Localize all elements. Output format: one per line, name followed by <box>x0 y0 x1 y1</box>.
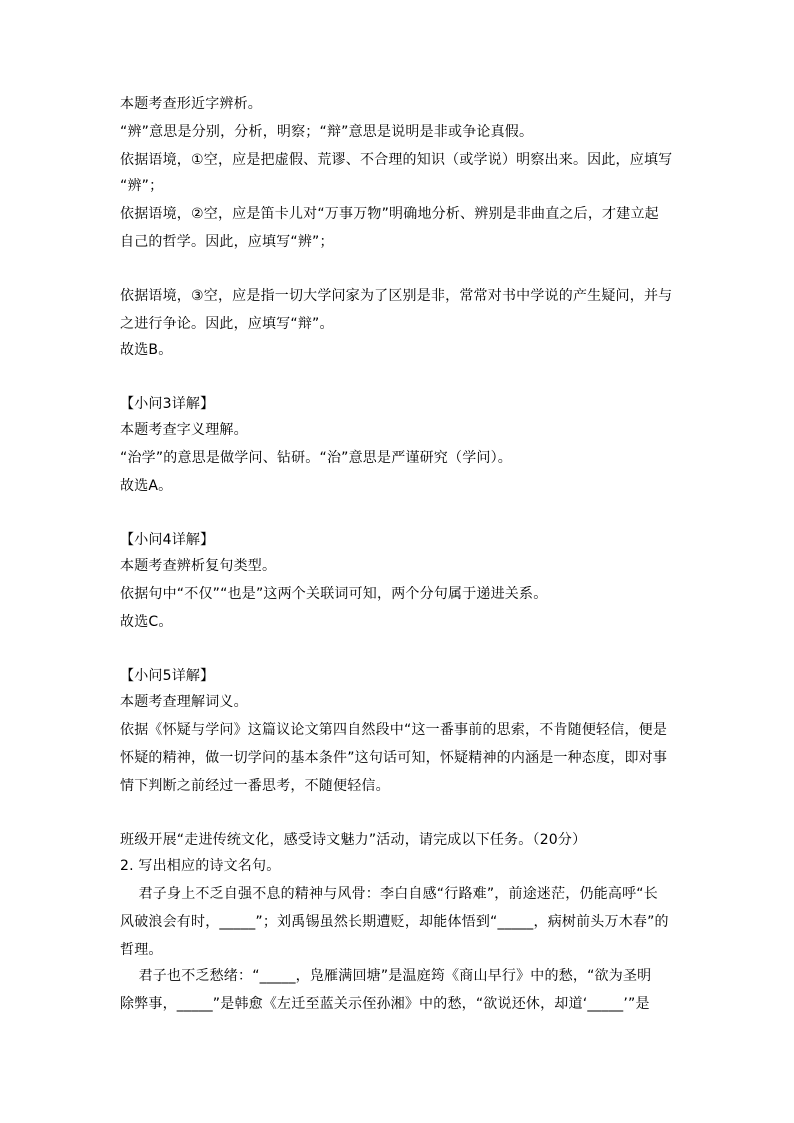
text-line: 风破浪会有时，_____”；刘禹锡虽然长期遭贬，却能体悟到“_____，病树前头万木春”的 <box>120 914 669 930</box>
section-heading: 【小问3详解】 <box>120 396 215 412</box>
text-line: 情下判断之前经过一番思考，不随便轻信。 <box>120 778 390 794</box>
text-line: 君子身上不乏自强不息的精神与风骨：李白自感“行路难”，前途迷茫，仍能高呼“长 <box>120 886 658 902</box>
text-line: 自己的哲学。因此，应填写“辨”； <box>120 234 334 250</box>
text-line: 君子也不乏愁绪：“_____，凫雁满回塘”是温庭筠《商山早行》中的愁，“欲为圣明 <box>120 968 652 984</box>
text-line: 依据句中“不仅”“也是”这两个关联词可知，两个分句属于递进关系。 <box>120 586 548 602</box>
text-line: 故选A。 <box>120 478 173 494</box>
section-heading: 【小问5详解】 <box>120 668 215 684</box>
text-line: 本题考查辨析复句类型。 <box>120 558 277 574</box>
text-line: 依据语境，①空，应是把虚假、荒谬、不合理的知识（或学说）明察出来。因此，应填写 <box>120 152 673 168</box>
text-line: 依据《怀疑与学问》这篇议论文第四自然段中“这一番事前的思索，不肯随便轻信，便是 <box>120 722 668 738</box>
text-line: 故选B。 <box>120 342 173 358</box>
text-line: 本题考查形近字辨析。 <box>120 96 262 112</box>
text-line: 本题考查理解词义。 <box>120 694 248 710</box>
text-line: 本题考查字义理解。 <box>120 422 248 438</box>
text-line: “治学”的意思是做学问、钻研。“治”意思是严谨研究（学问）。 <box>120 450 513 466</box>
text-line: “辨”意思是分别，分析，明察；“辩”意思是说明是非或争论真假。 <box>120 124 534 140</box>
text-line: 依据语境，③空，应是指一切大学问家为了区别是非，常常对书中学说的产生疑问，并与 <box>120 288 673 304</box>
section-heading: 【小问4详解】 <box>120 532 215 548</box>
text-line: “辨”； <box>120 178 164 194</box>
text-line: 哲理。 <box>120 942 163 958</box>
text-line: 依据语境，②空，应是笛卡儿对“万事万物”明确地分析、辨别是非曲直之后，才建立起 <box>120 206 659 222</box>
text-line: 之进行争论。因此，应填写“辩”。 <box>120 316 334 332</box>
text-line: 故选C。 <box>120 614 173 630</box>
text-line: 除弊事，_____”是韩愈《左迁至蓝关示侄孙湘》中的愁，“欲说还休，却道‘_____’”是 <box>120 996 650 1012</box>
text-line: 怀疑的精神，做一切学问的基本条件”这句话可知，怀疑精神的内涵是一种态度，即对事 <box>120 750 668 766</box>
question-title: 2. 写出相应的诗文名句。 <box>120 858 281 874</box>
activity-intro: 班级开展“走进传统文化，感受诗文魅力”活动，请完成以下任务。（20分） <box>120 832 587 848</box>
